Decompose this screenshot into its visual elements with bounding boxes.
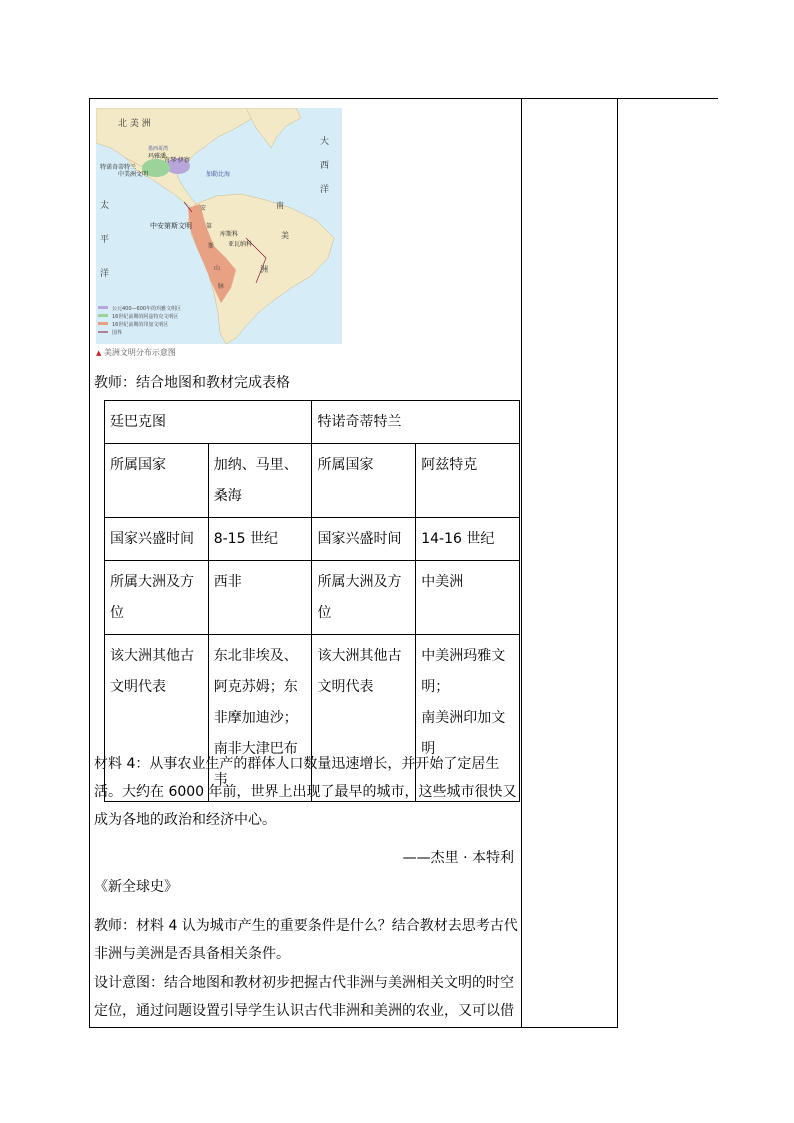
map-label-pacific-3: 洋 (100, 269, 110, 279)
map-label-andes-1: 安 (200, 205, 207, 212)
table-cell: 国家兴盛时间 (105, 518, 209, 561)
table-cell: 所属大洲及方位 (312, 561, 416, 635)
table-cell: 所属大洲及方位 (105, 561, 209, 635)
map-label-potosi: 亚瓦纳科 (228, 241, 253, 248)
map-label-atlantic-1: 大 (320, 137, 330, 147)
legend-swatch-maya (98, 306, 108, 309)
table-cell-line: 中美洲玛雅文明； (421, 648, 506, 695)
map-label-andean-civ: 中安第斯文明 (150, 222, 192, 230)
map-label-andes-3: 斯 (208, 243, 215, 250)
map-label-south-2: 美 (281, 231, 289, 240)
table-cell: 中美洲 (416, 561, 520, 635)
map-label-pacific-2: 平 (100, 235, 110, 245)
table-cell: 所属国家 (105, 444, 209, 518)
map-label-atlantic-3: 洋 (320, 185, 330, 195)
legend-label-aztec: 16世纪前期的阿兹特克文明区 (112, 314, 179, 320)
legend-label-inca: 16世纪前期的印加文明区 (112, 322, 169, 328)
table-cell: 西非 (208, 561, 312, 635)
table-row (105, 444, 520, 518)
map-label-caribbean: 加勒比海 (206, 171, 231, 178)
map-label-cuzco: 库斯科 (220, 231, 239, 238)
intro-text: 教师：结合地图和教材完成表格 (94, 375, 290, 391)
table-cell: 该大洲其他古文明代表 (312, 635, 416, 802)
table-cell: 国家兴盛时间 (312, 518, 416, 561)
source-author: ——杰里 · 本特利 (402, 850, 514, 866)
map-label-mexico-gulf: 墨西哥湾 (148, 146, 169, 152)
map-label-maya-1: 玛雅潘 (148, 153, 167, 160)
legend-swatch-inca (98, 322, 108, 325)
table-cell: 东北非埃及、阿克苏姆；东非摩加迪沙；南非大津巴布韦 (208, 635, 312, 802)
comparison-table (104, 400, 520, 802)
legend-swatch-aztec (98, 314, 108, 317)
table-header-right: 特诺奇蒂特兰 (312, 401, 520, 444)
map-label-andes-2: 第 (206, 223, 213, 230)
map-caption-text: 美洲文明分布示意图 (103, 348, 176, 357)
source-book: 《新全球史》 (94, 879, 178, 895)
column-divider-1 (521, 98, 522, 1028)
table-cell-line: 南美洲印加文明 (421, 710, 506, 757)
table-cell: 该大洲其他古文明代表 (105, 635, 209, 802)
triangle-icon: ▲ (96, 349, 102, 357)
legend-label-border: 国界 (112, 330, 123, 336)
table-cell: 阿兹特克 (416, 444, 520, 518)
frame-left-border (89, 98, 90, 1028)
table-cell: 加纳、马里、桑海 (208, 444, 312, 518)
map-label-atlantic-2: 西 (320, 161, 330, 171)
design-intent: 设计意图：结合地图和教材初步把握古代非洲与美洲相关文明的时空定位，通过问题设置引导学生认识古代非洲和美洲的农业，又可以借 (94, 975, 514, 1019)
table-header-left: 廷巴克图 (105, 401, 312, 444)
legend-label-maya: 公元400—600年的玛雅文明区 (112, 306, 182, 312)
column-divider-2 (617, 98, 618, 1028)
map-label-maya-2: 奇琴·伊察 (164, 157, 190, 164)
map-label-south-1: 南 (276, 201, 284, 210)
table-cell: 8-15 世纪 (208, 518, 312, 561)
map-label-teotihuacan: 特诺奇蒂特兰 (100, 164, 137, 171)
map-label-north-america: 北 美 洲 (118, 119, 151, 129)
map-label-central-america: 中美洲文明 (118, 171, 149, 178)
map-label-pacific-1: 太 (100, 201, 110, 211)
material-4-text: 材料 4：从事农业生产的群体人口数量迅速增长，并开始了定居生活。大约在 6000 年前，世界上出现了最早的城市，这些城市很快又成为各地的政治和经济中心。 (94, 756, 517, 828)
map-label-andes-5: 脉 (218, 283, 225, 290)
map-label-south-3: 洲 (260, 265, 268, 274)
table-row (105, 518, 520, 561)
frame-top-border (89, 98, 718, 99)
table-row (105, 561, 520, 635)
table-row (105, 401, 520, 444)
map-caption (96, 347, 176, 358)
americas-civilization-map (96, 108, 342, 344)
table-cell: 14-16 世纪 (416, 518, 520, 561)
frame-bottom-border (89, 1027, 617, 1028)
teacher-question: 教师：材料 4 认为城市产生的重要条件是什么？结合教材去思考古代非洲与美洲是否具备相关条件。 (94, 918, 518, 962)
table-cell: 所属国家 (312, 444, 416, 518)
map-label-andes-4: 山 (214, 265, 221, 272)
